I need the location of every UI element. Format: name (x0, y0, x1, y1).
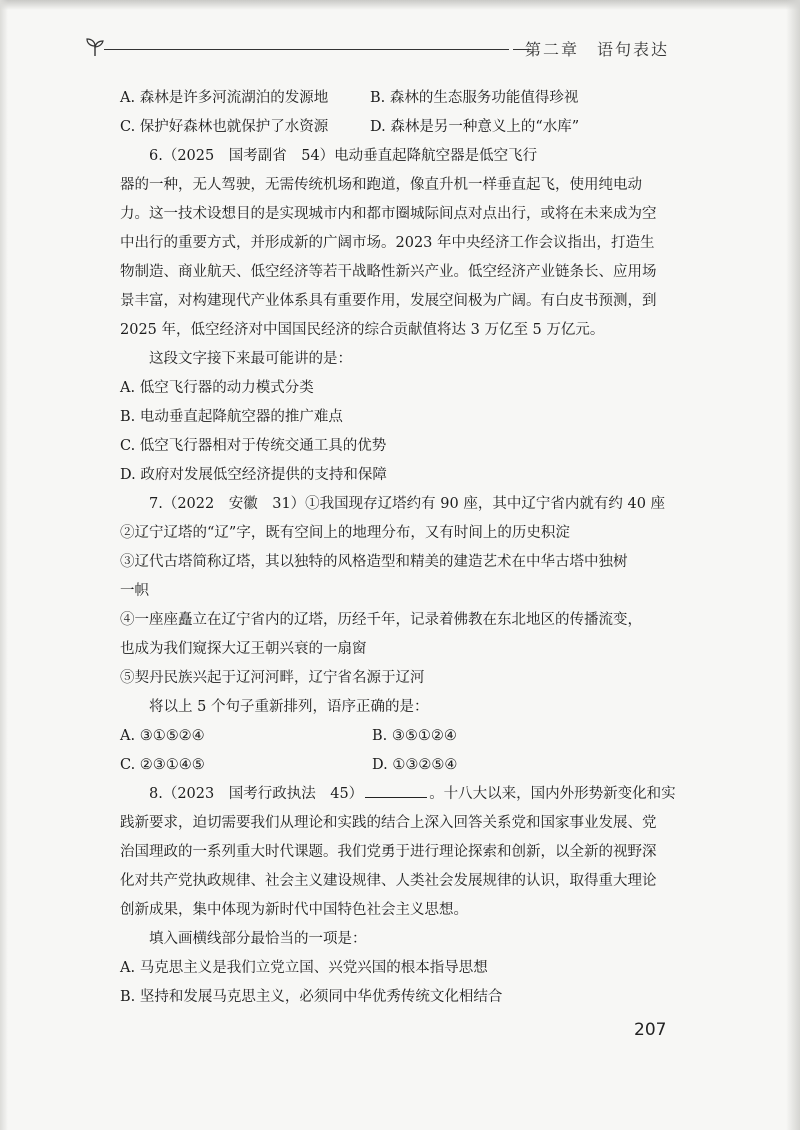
scan-shadow-top (0, 0, 800, 10)
q6-stem-line: 6.（2025 国考副省 54）电动垂直起降航空器是低空飞行 (149, 148, 538, 164)
q7-options-row-2 (120, 751, 666, 780)
q6-option-b: B. 电动垂直起降航空器的推广难点 (120, 409, 343, 425)
header-rule (104, 49, 509, 50)
q7-sentence-4-cont: 也成为我们窥探大辽王朝兴衰的一扇窗 (120, 641, 367, 657)
q5-option-b: B. 森林的生态服务功能值得珍视 (370, 90, 579, 106)
scan-shadow-right (786, 0, 800, 1130)
running-header (84, 36, 669, 60)
q8-stem-rest: 。十八大以来，国内外形势新变化和实 (429, 786, 676, 802)
q5-option-a: A. 森林是许多河流湖泊的发源地 (120, 90, 329, 106)
chapter-title: 第二章 语句表达 (524, 40, 669, 59)
q7-sentence-5: ⑤契丹民族兴起于辽河河畔，辽宁省名源于辽河 (120, 670, 425, 686)
q8-question: 填入画横线部分最恰当的一项是： (149, 931, 367, 947)
q6-option-d: D. 政府对发展低空经济提供的支持和保障 (120, 467, 387, 483)
q8-option-b: B. 坚持和发展马克思主义，必须同中华优秀传统文化相结合 (120, 989, 503, 1005)
q8-stem-line: 创新成果，集中体现为新时代中国特色社会主义思想。 (120, 902, 468, 918)
q7-option-d: D. ①③②⑤④ (372, 757, 458, 773)
scan-shadow-left (0, 0, 8, 1130)
q7-sentence-1: 7.（2022 安徽 31）①我国现存辽塔约有 90 座，其中辽宁省内就有约 40 座 (149, 496, 666, 512)
q7-sentence-4: ④一座座矗立在辽宁省内的辽塔，历经千年，记录着佛教在东北地区的传播流变， (120, 612, 642, 628)
q5-option-c: C. 保护好森林也就保护了水资源 (120, 119, 329, 135)
q7-sentence-2: ②辽宁辽塔的“辽”字，既有空间上的地理分布，又有时间上的历史积淀 (120, 525, 570, 541)
q7-sentence-3: ③辽代古塔简称辽塔，其以独特的风格造型和精美的建造艺术在中华古塔中独树 (120, 554, 628, 570)
q8-source: 8.（2023 国考行政执法 45） (149, 786, 364, 802)
q6-stem-line: 中出行的重要方式，并形成新的广阔市场。2023 年中央经济工作会议指出，打造生 (120, 235, 655, 251)
q6-stem-line: 物制造、商业航天、低空经济等若干战略性新兴产业。低空经济产业链条长、应用场 (120, 264, 657, 280)
fill-in-blank (365, 782, 427, 798)
q8-option-a: A. 马克思主义是我们立党立国、兴党兴国的根本指导思想 (120, 960, 488, 976)
q6-stem-line: 力。这一技术设想目的是实现城市内和都市圈城际间点对点出行，或将在未来成为空 (120, 206, 657, 222)
q5-options-row-2 (120, 113, 666, 142)
page-number: 207 (634, 1020, 667, 1040)
q6-option-a: A. 低空飞行器的动力模式分类 (120, 380, 314, 396)
q6-option-c: C. 低空飞行器相对于传统交通工具的优势 (120, 438, 387, 454)
q6-stem-line: 景丰富，对构建现代产业体系具有重要作用，发展空间极为广阔。有白皮书预测，到 (120, 293, 657, 309)
q8-stem-first-line (120, 780, 676, 809)
q7-option-a: A. ③①⑤②④ (120, 728, 205, 744)
q8-stem-line: 治国理政的一系列重大时代课题。我们党勇于进行理论探索和创新，以全新的视野深 (120, 844, 657, 860)
q8-stem-line: 化对共产党执政规律、社会主义建设规律、人类社会发展规律的认识，取得重大理论 (120, 873, 657, 889)
page-body (120, 84, 676, 1012)
sprout-icon (84, 36, 106, 58)
q7-options-row-1 (120, 722, 666, 751)
q6-stem-line: 器的一种，无人驾驶，无需传统机场和跑道，像直升机一样垂直起飞，使用纯电动 (120, 177, 642, 193)
q8-stem-line: 践新要求，迫切需要我们从理论和实践的结合上深入回答关系党和国家事业发展、党 (120, 815, 657, 831)
q6-question: 这段文字接下来最可能讲的是： (149, 351, 352, 367)
q7-option-b: B. ③⑤①②④ (372, 728, 457, 744)
q7-question: 将以上 5 个句子重新排列，语序正确的是： (149, 699, 429, 715)
q5-options-row-1 (120, 84, 666, 113)
q7-option-c: C. ②③①④⑤ (120, 757, 205, 773)
q5-option-d: D. 森林是另一种意义上的“水库” (370, 119, 580, 135)
q6-stem-line: 2025 年，低空经济对中国国民经济的综合贡献值将达 3 万亿至 5 万亿元。 (120, 322, 605, 338)
q7-sentence-3-cont: 一帜 (120, 583, 149, 599)
